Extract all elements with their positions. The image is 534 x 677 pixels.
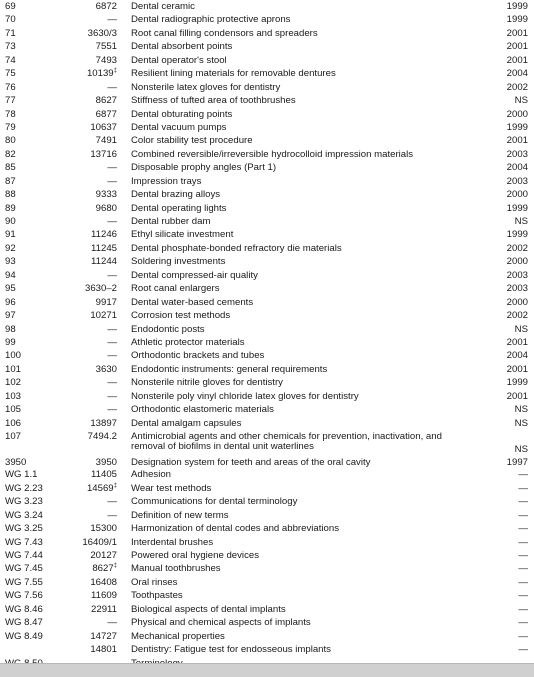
iso-number: 7493 bbox=[95, 54, 117, 66]
standard-number: 89 bbox=[5, 202, 16, 214]
standard-title: Powered oral hygiene devices bbox=[131, 550, 259, 562]
approval-year: — bbox=[518, 536, 528, 548]
standard-number: 85 bbox=[5, 162, 16, 174]
table-row bbox=[0, 0, 534, 13]
iso-number: 9917 bbox=[95, 296, 117, 308]
table-row bbox=[0, 457, 534, 469]
approval-year: — bbox=[518, 630, 528, 642]
standard-number: WG 3.25 bbox=[5, 523, 43, 535]
iso-number: 9680 bbox=[95, 202, 117, 214]
standard-number: WG 8.47 bbox=[5, 617, 43, 629]
standard-title: Definition of new terms bbox=[131, 509, 229, 521]
standard-title: Dental phosphate-bonded refractory die materials bbox=[131, 242, 342, 254]
standard-number: WG 3.24 bbox=[5, 509, 43, 521]
standard-title: Root canal filling condensors and spreaders bbox=[131, 27, 318, 39]
table-row bbox=[0, 616, 534, 629]
table-row bbox=[0, 549, 534, 562]
iso-number: 14801 bbox=[90, 644, 117, 656]
standard-number: 70 bbox=[5, 14, 16, 26]
standard-number: 96 bbox=[5, 296, 16, 308]
approval-year: — bbox=[518, 603, 528, 615]
standard-number: 79 bbox=[5, 121, 16, 133]
standard-title: Root canal enlargers bbox=[131, 283, 220, 295]
table-row bbox=[0, 202, 534, 215]
standard-number: 99 bbox=[5, 336, 16, 348]
standard-title: Nonsterile nitrile gloves for dentistry bbox=[131, 377, 283, 389]
standard-title: Adhesion bbox=[131, 469, 172, 481]
table-row bbox=[0, 363, 534, 376]
standard-title: Manual toothbrushes bbox=[131, 563, 221, 575]
standard-number: 78 bbox=[5, 108, 16, 120]
table-row bbox=[0, 482, 534, 495]
standard-title: Physical and chemical aspects of implants bbox=[131, 617, 311, 629]
table-row bbox=[0, 468, 534, 481]
approval-year: — bbox=[518, 496, 528, 508]
table-row bbox=[0, 536, 534, 549]
standard-title: Interdental brushes bbox=[131, 536, 214, 548]
approval-year: NS bbox=[514, 95, 528, 107]
approval-year: 2000 bbox=[506, 296, 528, 308]
iso-number: — bbox=[107, 323, 117, 335]
approval-year: 1999 bbox=[506, 1, 528, 12]
iso-number: — bbox=[107, 14, 117, 26]
standard-number: WG 2.23 bbox=[5, 482, 43, 494]
standard-title: Ethyl silicate investment bbox=[131, 229, 234, 241]
standard-title: Dental rubber dam bbox=[131, 216, 211, 227]
approval-year: 2001 bbox=[506, 41, 528, 53]
table-row bbox=[0, 40, 534, 53]
table-row bbox=[0, 336, 534, 349]
iso-number: 14727 bbox=[90, 630, 117, 642]
iso-number: — bbox=[107, 404, 117, 416]
standard-number: WG 7.44 bbox=[5, 550, 43, 562]
page-footer-band bbox=[0, 664, 534, 677]
iso-number: — bbox=[107, 336, 117, 348]
table-row bbox=[0, 643, 534, 656]
table-row bbox=[0, 54, 534, 67]
standard-title: Orthodontic elastomeric materials bbox=[131, 404, 274, 416]
approval-year: 1997 bbox=[506, 456, 528, 468]
standard-number: 3950 bbox=[5, 456, 27, 468]
table-row bbox=[0, 188, 534, 201]
standard-title: Nonsterile latex gloves for dentistry bbox=[131, 81, 281, 93]
standard-title: Toothpastes bbox=[131, 590, 183, 602]
table-row bbox=[0, 134, 534, 147]
iso-number: — bbox=[107, 216, 117, 227]
approval-year: 1999 bbox=[506, 229, 528, 241]
approval-year: — bbox=[518, 523, 528, 535]
table-row bbox=[0, 522, 534, 535]
table-row bbox=[0, 255, 534, 268]
iso-number: 10139‡ bbox=[86, 68, 117, 80]
iso-number: 11609 bbox=[91, 590, 117, 602]
table-row bbox=[0, 215, 534, 228]
table-row bbox=[0, 148, 534, 161]
approval-year: 2002 bbox=[506, 310, 528, 322]
table-row bbox=[0, 562, 534, 575]
standard-number: 92 bbox=[5, 242, 16, 254]
standard-number: 106 bbox=[5, 417, 22, 429]
approval-year: — bbox=[518, 550, 528, 562]
iso-number: 6877 bbox=[95, 108, 117, 120]
iso-number: 15300 bbox=[90, 523, 117, 535]
standard-number: 90 bbox=[5, 216, 16, 227]
standard-title: Dental ceramic bbox=[131, 1, 195, 12]
standard-title: Athletic protector materials bbox=[131, 336, 245, 348]
iso-number: 11246 bbox=[91, 229, 117, 241]
iso-number: 16409/1 bbox=[82, 536, 117, 548]
approval-year: 2003 bbox=[506, 175, 528, 187]
standard-title: Soldering investments bbox=[131, 256, 226, 268]
standard-title: Endodontic instruments: general requirements bbox=[131, 363, 328, 375]
approval-year: 2004 bbox=[506, 162, 528, 174]
standard-title: Designation system for teeth and areas of the oral cavity bbox=[131, 456, 371, 468]
standard-number: 69 bbox=[5, 1, 16, 12]
iso-number: 7491 bbox=[95, 135, 117, 147]
table-row bbox=[0, 67, 534, 80]
standard-number: 82 bbox=[5, 148, 16, 160]
iso-number: 13716 bbox=[90, 148, 117, 160]
standard-number: WG 8.46 bbox=[5, 603, 43, 615]
approval-year: 2000 bbox=[506, 108, 528, 120]
iso-number: 11244 bbox=[91, 256, 117, 268]
iso-number: 7494.2 bbox=[87, 431, 117, 442]
approval-year: 2000 bbox=[506, 256, 528, 268]
table-row bbox=[0, 603, 534, 616]
table-row bbox=[0, 175, 534, 188]
iso-number: — bbox=[107, 390, 117, 402]
standard-number: WG 7.45 bbox=[5, 563, 43, 575]
table-row bbox=[0, 630, 534, 643]
standard-number: WG 7.55 bbox=[5, 576, 43, 588]
iso-number: 7551 bbox=[95, 41, 117, 53]
approval-year: 2001 bbox=[506, 27, 528, 39]
table-row bbox=[0, 576, 534, 589]
footnote-marker: ‡ bbox=[113, 563, 117, 570]
iso-number: — bbox=[107, 377, 117, 389]
approval-year: 2002 bbox=[506, 81, 528, 93]
table-row bbox=[0, 495, 534, 508]
approval-year: 2003 bbox=[506, 148, 528, 160]
standard-title: Wear test methods bbox=[131, 482, 212, 494]
standard-title: Combined reversible/irreversible hydrocolloid impression materials bbox=[131, 148, 414, 160]
table-row bbox=[0, 509, 534, 522]
iso-number: 9333 bbox=[95, 189, 117, 201]
standard-title: Dental radiographic protective aprons bbox=[131, 14, 291, 26]
footnote-marker: ‡ bbox=[113, 68, 117, 75]
iso-number: 3630/3 bbox=[87, 27, 117, 39]
standard-number: 88 bbox=[5, 189, 16, 201]
standard-number: 103 bbox=[5, 390, 22, 402]
standard-title: Dental obturating points bbox=[131, 108, 233, 120]
standard-title: Biological aspects of dental implants bbox=[131, 603, 286, 615]
standard-title: Communications for dental terminology bbox=[131, 496, 298, 508]
iso-number: 11405 bbox=[91, 469, 117, 481]
approval-year: — bbox=[518, 509, 528, 521]
approval-year: 2003 bbox=[506, 283, 528, 295]
footnote-marker: ‡ bbox=[113, 482, 117, 489]
standard-title: Orthodontic brackets and tubes bbox=[131, 350, 265, 362]
standard-title: Dental absorbent points bbox=[131, 41, 233, 53]
approval-year: — bbox=[518, 469, 528, 481]
iso-number: — bbox=[107, 509, 117, 521]
standard-title: Dental amalgam capsules bbox=[131, 417, 242, 429]
table-row bbox=[0, 376, 534, 389]
iso-number: 10271 bbox=[90, 310, 117, 322]
iso-number: 10637 bbox=[90, 121, 117, 133]
approval-year: 2002 bbox=[506, 242, 528, 254]
approval-year: 2001 bbox=[506, 363, 528, 375]
standard-title: Disposable prophy angles (Part 1) bbox=[131, 162, 277, 174]
approval-year: 1999 bbox=[506, 202, 528, 214]
standard-title: Stiffness of tufted area of toothbrushes bbox=[131, 95, 296, 107]
iso-number: 3630 bbox=[95, 363, 117, 375]
standard-title: Dental operator's stool bbox=[131, 54, 227, 66]
standard-title: Impression trays bbox=[131, 175, 202, 187]
approval-year: NS bbox=[514, 216, 528, 227]
standard-number: 93 bbox=[5, 256, 16, 268]
standard-number: WG 7.43 bbox=[5, 536, 43, 548]
standard-title: Dental water-based cements bbox=[131, 296, 254, 308]
iso-number: — bbox=[107, 350, 117, 362]
iso-number: — bbox=[107, 162, 117, 174]
approval-year: — bbox=[518, 482, 528, 494]
standard-number: WG 3.23 bbox=[5, 496, 43, 508]
standard-number: 95 bbox=[5, 283, 16, 295]
table-row bbox=[0, 390, 534, 403]
standard-number: 75 bbox=[5, 68, 16, 80]
standard-number: 100 bbox=[5, 350, 22, 362]
table-row bbox=[0, 94, 534, 107]
standard-title: Dental compressed-air quality bbox=[131, 269, 258, 281]
iso-number: — bbox=[107, 617, 117, 629]
table-row bbox=[0, 349, 534, 362]
standard-number: 107 bbox=[5, 431, 22, 442]
table-row bbox=[0, 228, 534, 241]
standard-number: WG 1.1 bbox=[5, 469, 38, 481]
table-row bbox=[0, 269, 534, 282]
approval-year: 2004 bbox=[506, 68, 528, 80]
iso-number: 13897 bbox=[90, 417, 117, 429]
standard-number: 73 bbox=[5, 41, 16, 53]
approval-year: 2000 bbox=[506, 189, 528, 201]
approval-year: 2001 bbox=[506, 135, 528, 147]
approval-year: 2001 bbox=[506, 390, 528, 402]
table-row bbox=[0, 323, 534, 336]
standard-title: Dental brazing alloys bbox=[131, 189, 221, 201]
iso-number: 8627‡ bbox=[92, 563, 117, 575]
standard-number: 101 bbox=[5, 363, 22, 375]
standard-title: Color stability test procedure bbox=[131, 135, 253, 147]
standard-title: Endodontic posts bbox=[131, 323, 205, 335]
approval-year: — bbox=[518, 576, 528, 588]
approval-year: — bbox=[518, 563, 528, 575]
iso-number: 16408 bbox=[90, 576, 117, 588]
standard-title: Mechanical properties bbox=[131, 630, 225, 642]
standard-number: 77 bbox=[5, 95, 16, 107]
standard-title: Nonsterile poly vinyl chloride latex gloves for dentistry bbox=[131, 390, 359, 402]
iso-number: 22911 bbox=[91, 603, 117, 615]
standard-number: 87 bbox=[5, 175, 16, 187]
table-row bbox=[0, 309, 534, 322]
iso-number: — bbox=[107, 496, 117, 508]
standard-title: Harmonization of dental codes and abbreviations bbox=[131, 523, 339, 535]
approval-year: NS bbox=[514, 417, 528, 429]
standard-number: 71 bbox=[5, 27, 16, 39]
approval-year: — bbox=[518, 617, 528, 629]
standard-number: 94 bbox=[5, 269, 16, 281]
iso-number: 20127 bbox=[90, 550, 117, 562]
standard-number: 76 bbox=[5, 81, 16, 93]
table-row bbox=[0, 81, 534, 94]
iso-number: — bbox=[107, 81, 117, 93]
standard-number: 102 bbox=[5, 377, 22, 389]
approval-year: 1999 bbox=[506, 121, 528, 133]
iso-number: — bbox=[107, 175, 117, 187]
table-row bbox=[0, 27, 534, 40]
iso-number: 11245 bbox=[91, 242, 117, 254]
approval-year: NS bbox=[514, 404, 528, 416]
standard-number: WG 8.49 bbox=[5, 630, 43, 642]
standard-title: Dental operating lights bbox=[131, 202, 227, 214]
table-row bbox=[0, 430, 534, 457]
table-row bbox=[0, 417, 534, 430]
approval-year: 1999 bbox=[506, 14, 528, 26]
approval-year: — bbox=[518, 644, 528, 656]
approval-year: 2001 bbox=[506, 54, 528, 66]
standard-title: Corrosion test methods bbox=[131, 310, 231, 322]
table-row bbox=[0, 13, 534, 26]
table-row bbox=[0, 589, 534, 602]
standard-number: WG 7.56 bbox=[5, 590, 43, 602]
table-row bbox=[0, 296, 534, 309]
iso-number: 3630–2 bbox=[84, 283, 117, 295]
iso-number: 3950 bbox=[95, 456, 117, 468]
table-row bbox=[0, 161, 534, 174]
approval-year: 2004 bbox=[506, 350, 528, 362]
standard-number: 98 bbox=[5, 323, 16, 335]
approval-year: — bbox=[518, 590, 528, 602]
table-row bbox=[0, 242, 534, 255]
table-row bbox=[0, 282, 534, 295]
standard-number: 91 bbox=[5, 229, 16, 241]
standard-title: Dentistry: Fatigue test for endosseous implants bbox=[131, 644, 331, 656]
standard-number: 97 bbox=[5, 310, 16, 322]
standard-title: Antimicrobial agents and other chemicals for prevention, inactivation, and removal of biofilms in dental unit waterlines bbox=[131, 430, 442, 452]
standard-number: 105 bbox=[5, 404, 22, 416]
iso-number: 14569‡ bbox=[86, 482, 117, 494]
table-row bbox=[0, 108, 534, 121]
iso-number: — bbox=[107, 269, 117, 281]
approval-year: 2003 bbox=[506, 269, 528, 281]
standard-number: 80 bbox=[5, 135, 16, 147]
standard-title: Dental vacuum pumps bbox=[131, 121, 227, 133]
approval-year: NS bbox=[514, 444, 528, 456]
approval-year: 1999 bbox=[506, 377, 528, 389]
iso-number: 8627 bbox=[95, 95, 117, 107]
iso-number: 6872 bbox=[95, 1, 117, 12]
standard-title: Resilient lining materials for removable dentures bbox=[131, 68, 336, 80]
standard-number: 74 bbox=[5, 54, 16, 66]
standard-title: Oral rinses bbox=[131, 576, 178, 588]
table-row bbox=[0, 121, 534, 134]
approval-year: 2001 bbox=[506, 336, 528, 348]
approval-year: NS bbox=[514, 323, 528, 335]
table-row bbox=[0, 403, 534, 416]
